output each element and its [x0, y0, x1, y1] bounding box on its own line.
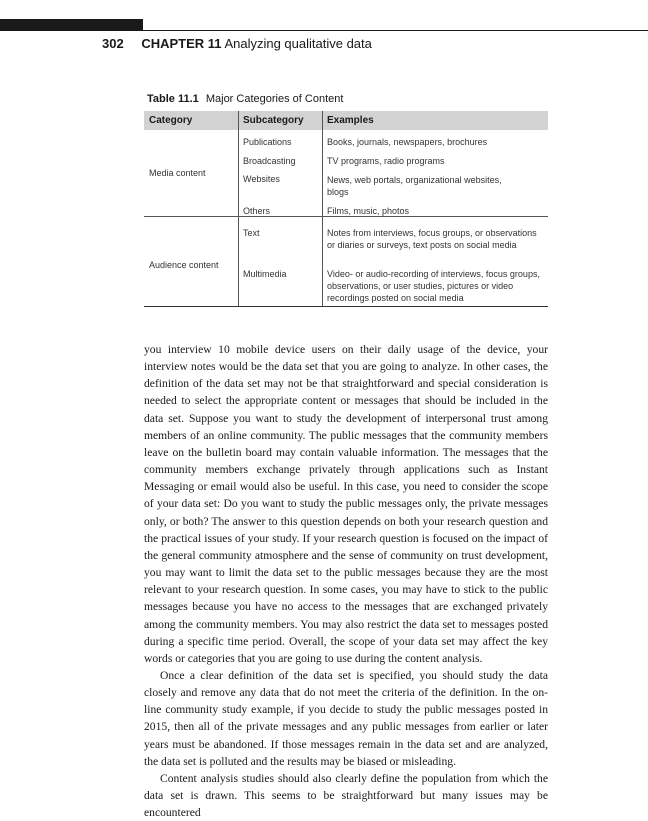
header-rule — [143, 30, 648, 31]
subcategory-cell: Broadcasting — [243, 156, 296, 166]
column-header-subcategory: Subcategory — [243, 115, 304, 126]
table-label: Table 11.1 — [147, 93, 199, 105]
subcategory-cell: Publications — [243, 137, 292, 147]
page-number: 302 — [102, 36, 124, 51]
subcategory-cell: Others — [243, 206, 271, 216]
paragraph: you interview 10 mobile device users on their daily usage of the device, your interview notes would be the data set that you are going to analyze. In other cases, the definition of the data set may not be that straightforward and special consideration is needed to select the appropriate content or messages that should be included in the data set. Suppose you want to study the development of interpersonal trust among members of an online community. The public messages that the community members leave on the bulletin board may contain valuable information. The messages that the community members exchange privately through applications such as Instant Messaging or email would also be useful. In this case, you need to consider the scope of your data set: Do you want to study the public messages only, the private messages only, or both? The answer to this question depends on both your research question and the practical issues of your study. If your research question is focused on the impact of the general community atmosphere and the sense of community on trust development, you may want to limit the data set to the public messages because they are the most relevant to your research question. In some cases, you may have to stick to the public messages because you have no access to the messages that are exchanged privately among the community members. You may also restrict the data set to messages posted during a specific time period. Overall, the scope of your data set may affect the key words or categories that you are going to use during the content analysis. — [144, 343, 548, 665]
subcategory-cell: Multimedia — [243, 269, 287, 279]
category-cell: Media content — [149, 168, 206, 178]
subcategory-cell: Websites — [243, 174, 280, 184]
column-header-category: Category — [149, 115, 193, 126]
table-header-row — [144, 111, 548, 130]
table-title: Major Categories of Content — [205, 93, 344, 105]
examples-cell: TV programs, radio programs — [327, 156, 445, 166]
examples-cell: Video- or audio-recording of interviews, focus groups, observations, or user studies, pictures or video recordings posted on social media — [327, 269, 540, 303]
paragraph: Once a clear definition of the data set is specified, you should study the data closely and remove any data that do not meet the criteria of the definition. In the on-line community study example, if you decide to study the public messages posted in 2015, then all of the private messages and any public messages from earlier or later years must be abandoned. If those messages remain in the data set and are analyzed, the data set is polluted and the results may be biased or misleading. — [144, 668, 548, 768]
body-text — [144, 341, 548, 821]
chapter-label: CHAPTER 11 — [141, 36, 222, 51]
table-caption — [147, 93, 343, 105]
subcategory-cell: Text — [243, 228, 260, 238]
column-divider — [322, 111, 323, 306]
categories-table — [144, 111, 548, 303]
examples-cell: Notes from interviews, focus groups, or observations or diaries or surveys, text posts on social media — [327, 228, 537, 250]
chapter-title: Analyzing qualitative data — [224, 36, 372, 51]
paragraph: Content analysis studies should also clearly define the population from which the data set is drawn. This seems to be straightforward but many issues may be encountered — [144, 771, 548, 820]
examples-cell: Films, music, photos — [327, 206, 410, 216]
category-cell: Audience content — [149, 260, 219, 270]
header-bar — [0, 19, 143, 31]
column-header-examples: Examples — [327, 115, 374, 126]
table-bottom-rule — [144, 306, 548, 307]
examples-cell: Books, journals, newspapers, brochures — [327, 137, 488, 147]
examples-cell: News, web portals, organizational websites, blogs — [327, 175, 502, 197]
running-header — [102, 36, 372, 51]
column-divider — [238, 111, 239, 306]
